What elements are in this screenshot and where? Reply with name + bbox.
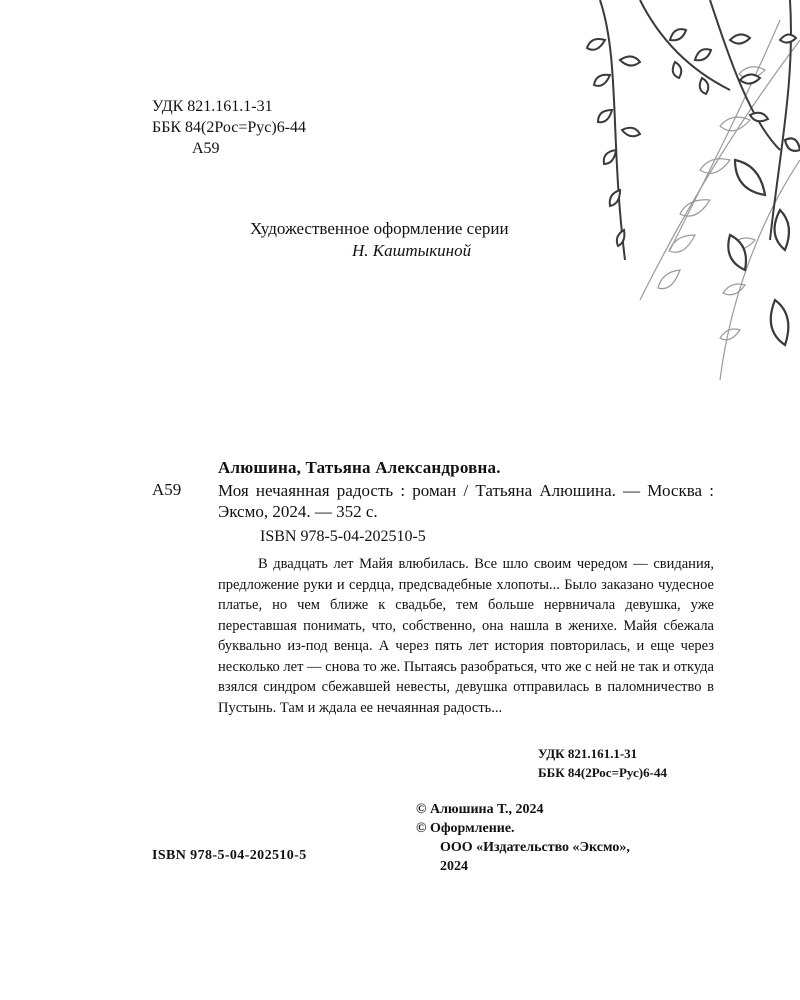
copyright-author: © Алюшина Т., 2024 — [416, 802, 544, 817]
copyright-publisher: ООО «Издательство «Эксмо», — [440, 840, 630, 855]
bbk-code: ББК 84(2Рос=Рус)6-44 — [152, 119, 307, 136]
record-codes — [538, 744, 667, 782]
record-udk: УДК 821.161.1-31 — [538, 746, 638, 761]
botanical-illustration — [580, 0, 800, 400]
author-sign: А59 — [192, 140, 220, 157]
record-author: Алюшина, Татьяна Александровна. — [218, 458, 501, 477]
copyright-design: © Оформление. — [416, 821, 515, 836]
annotation-text: В двадцать лет Майя влюбилась. Все шло своим чередом — свидания, предложение руки и сердца, предсвадебные хлопоты... Было заказано чудесное платье, но чем ближе к свадьбе, тем больше нервничала девушка, уже переставшая понимать, что, собственно, она нашла в женихе. Майя сбежала буквально из-под венца. А через пять лет история повторилась, и еще через несколько лет — снова то же. Пытаясь разобраться, что же с ней не так и откуда взялся синдром сбежавшей невесты, девушка отправилась в паломничество в Пустынь. Там и ждала ее нечаянная радость... — [218, 556, 714, 716]
copyright-block — [416, 800, 630, 876]
isbn-footer: ISBN 978-5-04-202510-5 — [152, 848, 307, 863]
record-bbk: ББК 84(2Рос=Рус)6-44 — [538, 765, 667, 780]
design-credit-label: Художественное оформление серии — [250, 219, 509, 238]
record-isbn: ISBN 978-5-04-202510-5 — [260, 528, 426, 545]
designer-name: Н. Каштыкиной — [352, 241, 472, 260]
udk-code: УДК 821.161.1-31 — [152, 98, 273, 115]
classification-codes — [152, 96, 306, 159]
series-design-credit — [0, 218, 800, 262]
record-title: Моя нечаянная радость : роман / Татьяна Алюшина. — Москва : Эксмо, 2024. — 352 с. — [218, 481, 714, 521]
record-author-sign: А59 — [152, 480, 182, 499]
copyright-year: 2024 — [440, 859, 468, 874]
